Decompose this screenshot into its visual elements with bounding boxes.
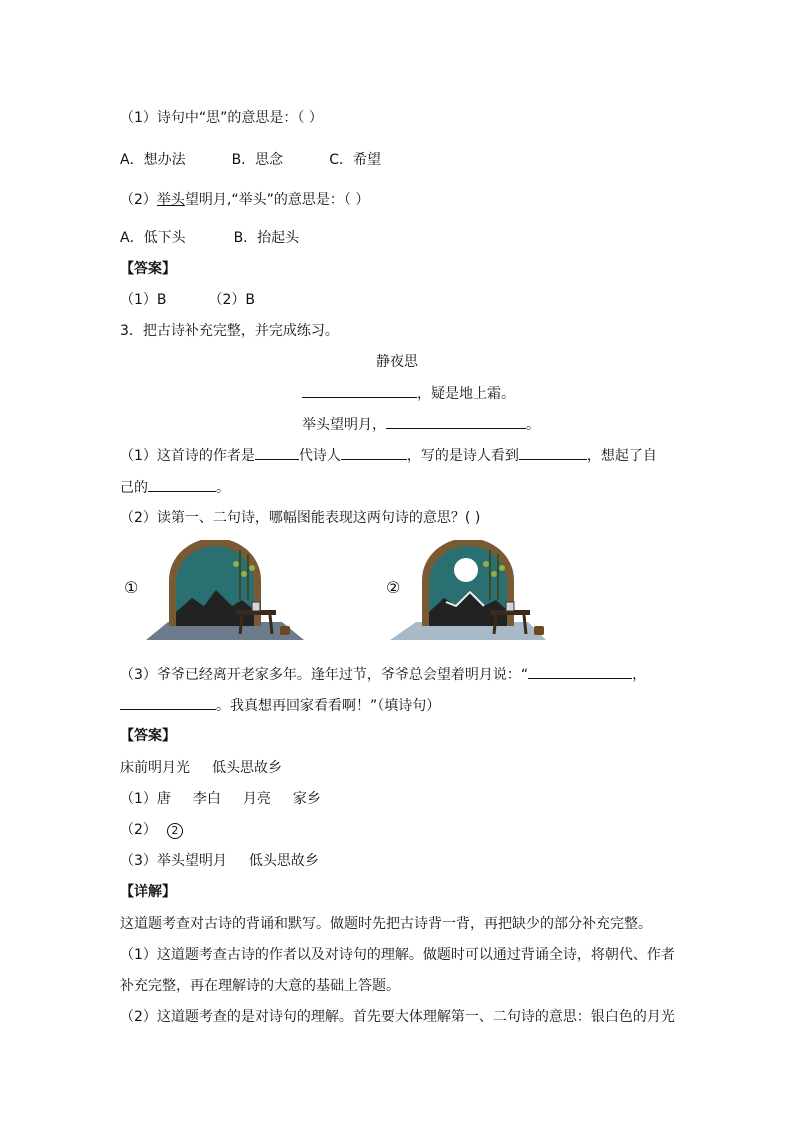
answer-heading-2: 【答案】: [120, 728, 176, 744]
answer-hometown: 家乡: [292, 791, 321, 807]
picture-2-illustration: [386, 540, 566, 644]
sub-question-3-cont: [120, 695, 440, 716]
answer-sub-2-label: （2）: [120, 822, 157, 838]
question-2-text: 望明月,“举头”的意思是：（ ）: [184, 192, 370, 208]
picture-1-label: ①: [124, 578, 139, 597]
sub-question-3: [120, 664, 646, 685]
sub-1-text-f: 。: [216, 480, 230, 496]
sub-3-text-b: ，: [632, 667, 647, 683]
answer-sub-2: [120, 820, 183, 840]
blank-line: [519, 445, 587, 460]
answer-line-3b: 低头思故乡: [248, 853, 319, 869]
answer-poem-2: 低头思故乡: [212, 760, 282, 776]
answer-dynasty: 唐: [156, 791, 171, 807]
picture-2-label: ②: [386, 578, 401, 597]
sub-1-text-c: ，写的是诗人看到: [406, 448, 519, 464]
sub-question-1-cont: [120, 477, 230, 498]
option-b: B．思念: [231, 152, 284, 168]
blank-line: [255, 445, 299, 460]
blank-line: [302, 383, 417, 398]
question-1-prompt: （1）诗句中“思”的意思是：（ ）: [120, 110, 323, 126]
sub-question-2: （2）读第一、二句诗，哪幅图能表现这两句诗的意思？( ): [120, 510, 481, 526]
sub-1-text-a: （1）这首诗的作者是: [120, 448, 255, 464]
answer-1: （1）B: [120, 292, 167, 308]
answer-poem: [120, 758, 282, 778]
option-a: A．低下头: [120, 230, 186, 246]
sub-3-text-a: （3）爷爷已经离开老家多年。逢年过节，爷爷总会望着明月说：“: [120, 667, 529, 683]
answer-2: （2）B: [208, 292, 256, 308]
detail-paragraph: 补充完整，再在理解诗的大意的基础上答题。: [120, 978, 400, 994]
sub-1-text-e: 己的: [120, 480, 148, 496]
poem-line-2-text: 举头望明月，: [302, 417, 386, 433]
sub-3-text-c: 。我真想再回家看看啊！”（填诗句）: [216, 698, 441, 714]
circled-number: 2: [167, 823, 183, 839]
question-2-prompt: [120, 190, 369, 210]
answer-sub-3: [120, 851, 319, 871]
answer-sub-1: [120, 789, 321, 809]
blank-line: [148, 477, 216, 492]
underlined-word: 举头: [156, 192, 185, 208]
blank-line: [120, 695, 216, 710]
answer-line: [120, 290, 255, 310]
answer-sub-1-label: （1）: [120, 791, 157, 807]
answer-line-3a: 举头望明月: [156, 853, 227, 869]
question-1-options: [120, 150, 381, 170]
detail-paragraph: （1）这道题考查古诗的作者以及对诗句的理解。做题时可以通过背诵全诗，将朝代、作者: [120, 947, 675, 963]
poem-line-2-end: 。: [526, 417, 540, 433]
answer-poet: 李白: [192, 791, 221, 807]
sub-question-1: [120, 445, 657, 466]
option-a: A．想办法: [120, 152, 186, 168]
blank-line: [341, 445, 407, 460]
detail-paragraph: 这道题考查对古诗的背诵和默写。做题时先把古诗背一背，再把缺少的部分补充完整。: [120, 916, 652, 932]
poem-line-1: [302, 383, 515, 404]
answer-poem-1: 床前明月光: [120, 760, 190, 776]
detail-paragraph: （2）这道题考查的是对诗句的理解。首先要大体理解第一、二句诗的意思：银白色的月光: [120, 1009, 675, 1025]
sub-1-text-b: 代诗人: [298, 448, 341, 464]
picture-1-illustration: [124, 540, 312, 644]
blank-line: [528, 664, 632, 679]
answer-moon: 月亮: [242, 791, 271, 807]
poem-line-2: [302, 414, 540, 435]
answer-sub-3-label: （3）: [120, 853, 157, 869]
question-2-number: （2）: [120, 192, 157, 208]
question-2-options: [120, 228, 299, 248]
sub-1-text-d: ，想起了自: [586, 448, 657, 464]
poem-line-1-text: ，疑是地上霜。: [417, 386, 515, 402]
blank-line: [386, 414, 526, 429]
option-b: B．抬起头: [233, 230, 300, 246]
poem-title: 静夜思: [376, 354, 418, 370]
option-c: C．希望: [329, 152, 381, 168]
question-3-title: 3．把古诗补充完整，并完成练习。: [120, 323, 339, 339]
answer-heading: 【答案】: [120, 261, 176, 277]
detail-heading: 【详解】: [120, 884, 176, 900]
